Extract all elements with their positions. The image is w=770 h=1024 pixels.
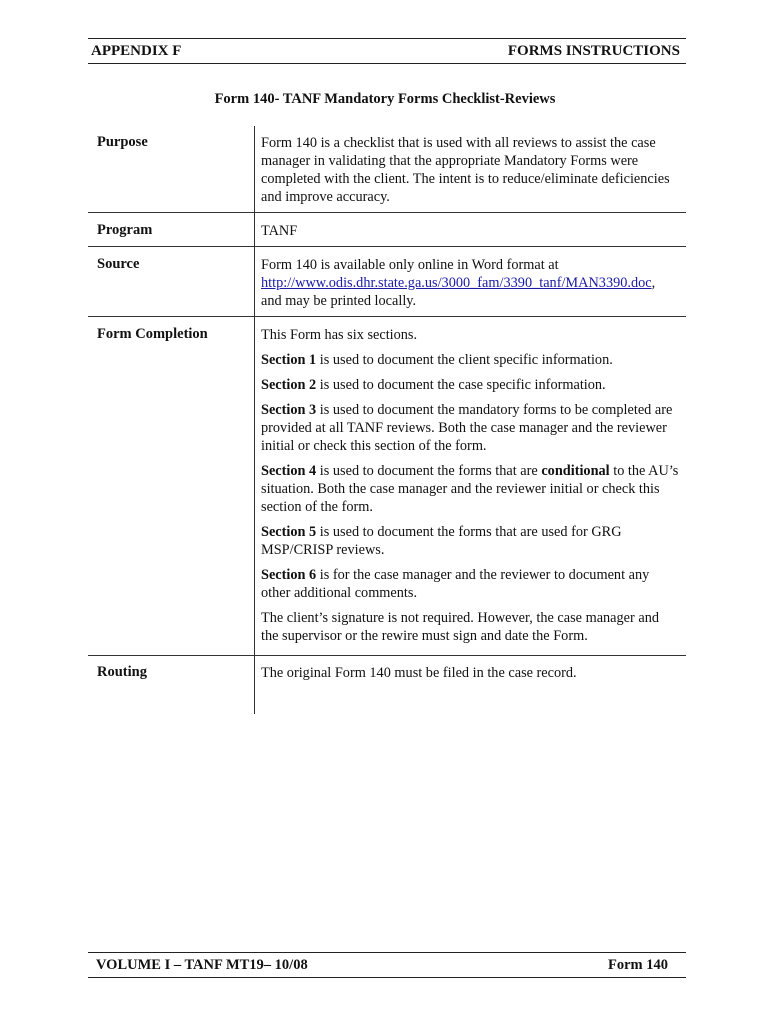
routing-label: Routing	[97, 664, 147, 680]
completion-intro: This Form has six sections.	[261, 327, 418, 343]
row-divider	[88, 212, 686, 213]
section-6-description: Section 6 is for the case manager and the reviewer to document any other additional comments.	[261, 567, 650, 601]
section-2-description: Section 2 is used to document the case specific information.	[261, 377, 606, 393]
source-text-before: Form 140 is available only online in Word format at	[261, 257, 559, 273]
source-text	[261, 256, 679, 310]
routing-text: The original Form 140 must be filed in the case record.	[261, 665, 577, 681]
section-5-description: Section 5 is used to document the forms that are used for GRG MSP/CRISP reviews.	[261, 524, 622, 558]
section-1-description: Section 1 is used to document the client specific information.	[261, 352, 613, 368]
document-title: Form 140- TANF Mandatory Forms Checklist-Reviews	[214, 91, 556, 107]
source-text-after: , and may be printed locally.	[261, 275, 656, 309]
source-link[interactable]: http://www.odis.dhr.state.ga.us/3000_fam/3390_tanf/MAN3390.doc	[261, 275, 652, 291]
section-3-description: Section 3 is used to document the mandatory forms to be completed are provided at all TANF reviews. Both the case manager and the reviewer initial or check this section of the form.	[261, 402, 673, 454]
footer-volume: VOLUME I – TANF MT19– 10/08	[96, 957, 308, 973]
section-4-description: Section 4 is used to document the forms that are conditional to the AU’s situation. Both the case manager and the reviewer initial or check this section of the form.	[261, 463, 679, 515]
source-label: Source	[97, 256, 140, 272]
form-completion-label: Form Completion	[97, 326, 208, 342]
footer-form-number: Form 140	[608, 957, 668, 973]
row-divider	[88, 246, 686, 247]
header-section-title: FORMS INSTRUCTIONS	[507, 43, 680, 59]
header-appendix: APPENDIX F	[91, 43, 182, 59]
purpose-text: Form 140 is a checklist that is used with all reviews to assist the case manager in validating that the appropriate Mandatory Forms were completed with the client. The intent is to reduce/eliminate deficiencies and improve accuracy.	[261, 135, 670, 205]
form-completion-text	[261, 326, 679, 652]
row-divider	[88, 655, 686, 656]
program-text: TANF	[261, 223, 298, 239]
page-footer	[88, 952, 686, 978]
signature-note: The client’s signature is not required. However, the case manager and the supervisor or the rewire must sign and date the Form.	[261, 610, 660, 644]
purpose-label: Purpose	[97, 134, 148, 150]
program-label: Program	[97, 222, 153, 238]
row-divider	[88, 316, 686, 317]
column-divider	[254, 126, 255, 714]
page-header	[88, 38, 686, 64]
